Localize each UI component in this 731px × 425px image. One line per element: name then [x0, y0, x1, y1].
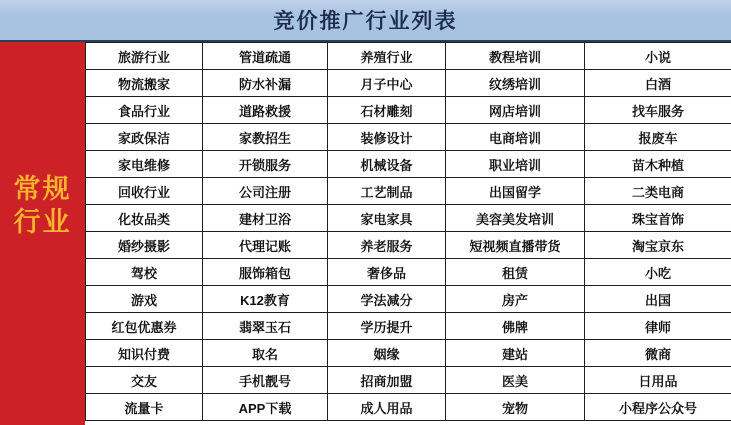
table-cell: 管道疏通 — [203, 43, 328, 70]
table-cell: 代理记账 — [203, 232, 328, 259]
table-cell: 服饰箱包 — [203, 259, 328, 286]
page-title: 竞价推广行业列表 — [273, 9, 458, 33]
table-cell: 出国 — [585, 286, 731, 313]
table-cell: 二类电商 — [585, 178, 731, 205]
sidebar-label-line2: 行业 — [13, 207, 72, 237]
table-cell: 知识付费 — [86, 340, 203, 367]
table-cell: 开锁服务 — [203, 151, 328, 178]
table-cell: 教程培训 — [446, 43, 585, 70]
table-cell: 找车服务 — [585, 97, 731, 124]
table-cell: 婚纱摄影 — [86, 232, 203, 259]
table-cell: 电商培训 — [446, 124, 585, 151]
table-cell: 家政保洁 — [86, 124, 203, 151]
table-cell: 化妆品类 — [86, 205, 203, 232]
table-cell: 翡翠玉石 — [203, 313, 328, 340]
table-cell: 公司注册 — [203, 178, 328, 205]
table-cell: 白酒 — [585, 70, 731, 97]
table-cell: 石材雕刻 — [328, 97, 446, 124]
table-cell: 驾校 — [86, 259, 203, 286]
table-cell: 红包优惠券 — [86, 313, 203, 340]
title-bar — [0, 0, 731, 42]
table-row — [86, 286, 731, 313]
table-row — [86, 367, 731, 394]
table-cell: 游戏 — [86, 286, 203, 313]
table-cell: 职业培训 — [446, 151, 585, 178]
table-row — [86, 43, 731, 70]
table-cell: 出国留学 — [446, 178, 585, 205]
sidebar-label-line1: 常规 — [13, 173, 72, 204]
table-cell: 取名 — [203, 340, 328, 367]
table-cell: 装修设计 — [328, 124, 446, 151]
table-cell: 房产 — [446, 286, 585, 313]
table-row — [86, 178, 731, 205]
table-cell: 学历提升 — [328, 313, 446, 340]
table-cell: 佛牌 — [446, 313, 585, 340]
table-cell: 淘宝京东 — [585, 232, 731, 259]
table-cell: 月子中心 — [328, 70, 446, 97]
table-cell: 物流搬家 — [86, 70, 203, 97]
table-cell: 日用品 — [585, 367, 731, 394]
table-row — [86, 313, 731, 340]
table-cell: 旅游行业 — [86, 43, 203, 70]
table-cell: 网店培训 — [446, 97, 585, 124]
table-cell: 家电维修 — [86, 151, 203, 178]
table-cell: 报废车 — [585, 124, 731, 151]
table-cell: 珠宝首饰 — [585, 205, 731, 232]
table-cell: 律师 — [585, 313, 731, 340]
table-row — [86, 70, 731, 97]
table-row — [86, 259, 731, 286]
table-row — [86, 340, 731, 367]
table-cell: 短视频直播带货 — [446, 232, 585, 259]
table-cell: 宠物 — [446, 394, 585, 421]
industry-table-body — [86, 43, 731, 421]
table-cell: 工艺制品 — [328, 178, 446, 205]
content — [0, 42, 731, 425]
table-cell: 租赁 — [446, 259, 585, 286]
industry-table-container — [85, 42, 731, 425]
table-row — [86, 124, 731, 151]
table-cell: 学法减分 — [328, 286, 446, 313]
table-row — [86, 151, 731, 178]
table-cell: 手机靓号 — [203, 367, 328, 394]
table-cell: 道路救援 — [203, 97, 328, 124]
table-cell: 小吃 — [585, 259, 731, 286]
table-cell: 机械设备 — [328, 151, 446, 178]
table-cell: 回收行业 — [86, 178, 203, 205]
table-cell: 建站 — [446, 340, 585, 367]
table-cell: 苗木种植 — [585, 151, 731, 178]
table-cell: 招商加盟 — [328, 367, 446, 394]
table-row — [86, 97, 731, 124]
table-row — [86, 394, 731, 421]
table-cell: 姻缘 — [328, 340, 446, 367]
table-cell: 纹绣培训 — [446, 70, 585, 97]
table-cell: 微商 — [585, 340, 731, 367]
table-cell: 防水补漏 — [203, 70, 328, 97]
category-sidebar — [0, 42, 85, 425]
table-cell: 流量卡 — [86, 394, 203, 421]
table-cell: 医美 — [446, 367, 585, 394]
table-cell: 成人用品 — [328, 394, 446, 421]
table-cell: 美容美发培训 — [446, 205, 585, 232]
table-cell: 建材卫浴 — [203, 205, 328, 232]
table-cell: 交友 — [86, 367, 203, 394]
table-cell: 养老服务 — [328, 232, 446, 259]
table-cell: APP下载 — [203, 394, 328, 421]
table-row — [86, 205, 731, 232]
table-cell: K12教育 — [203, 286, 328, 313]
table-cell: 养殖行业 — [328, 43, 446, 70]
table-cell: 小说 — [585, 43, 731, 70]
table-cell: 奢侈品 — [328, 259, 446, 286]
table-cell: 小程序公众号 — [585, 394, 731, 421]
table-cell: 家电家具 — [328, 205, 446, 232]
table-cell: 家教招生 — [203, 124, 328, 151]
table-cell: 食品行业 — [86, 97, 203, 124]
table-row — [86, 232, 731, 259]
industry-table — [85, 42, 731, 421]
